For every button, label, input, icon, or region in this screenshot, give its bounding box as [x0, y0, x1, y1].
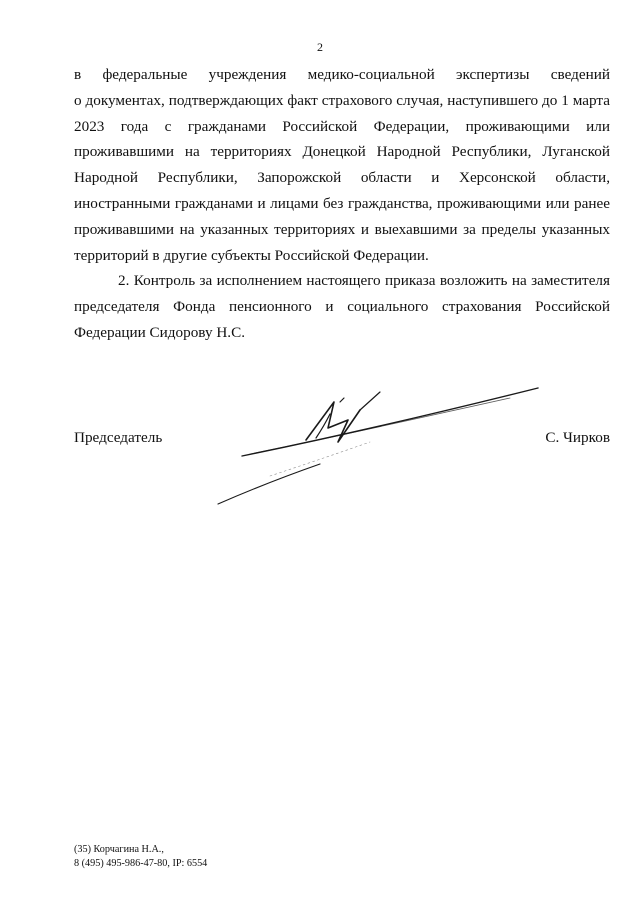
paragraph-line: в федеральные учреждения медико-социальной экспертизы сведений	[74, 66, 610, 83]
paragraph-line: о документах, подтверждающих факт страхового случая, наступившего до 1 марта	[74, 91, 610, 109]
paragraph-line: территорий в другие субъекты Российской Федерации.	[74, 246, 429, 264]
paragraph-line: проживавшими на территориях Донецкой Народной Республики, Луганской	[74, 143, 610, 161]
signatory-title: Председатель	[74, 429, 163, 446]
paragraph-line: Народной Республики, Запорожской области и Херсонской области,	[74, 169, 610, 187]
paragraph-line: Федерации Сидорову Н.С.	[74, 323, 246, 341]
paragraph-line: иностранными гражданами и лицами без гражданства, проживающими или ранее	[74, 194, 610, 212]
paragraph-line: проживавшими на указанных территориях и выехавшими за пределы указанных	[74, 220, 610, 238]
executor-info	[74, 843, 207, 871]
paragraph-line: 2. Контроль за исполнением настоящего приказа возложить на заместителя	[118, 272, 610, 290]
handwritten-signature	[210, 380, 550, 510]
executor-name: (35) Корчагина Н.А.,	[74, 844, 164, 855]
signatory-name: С. Чирков	[545, 429, 610, 446]
paragraph-line: председателя Фонда пенсионного и социального страхования Российской	[74, 298, 610, 316]
page-number: 2	[317, 40, 323, 54]
executor-phone: 8 (495) 495-986-47-80, IP: 6554	[74, 858, 208, 869]
document-body	[74, 62, 610, 346]
paragraph-line: 2023 года с гражданами Российской Федерации, проживающими или	[74, 117, 610, 135]
